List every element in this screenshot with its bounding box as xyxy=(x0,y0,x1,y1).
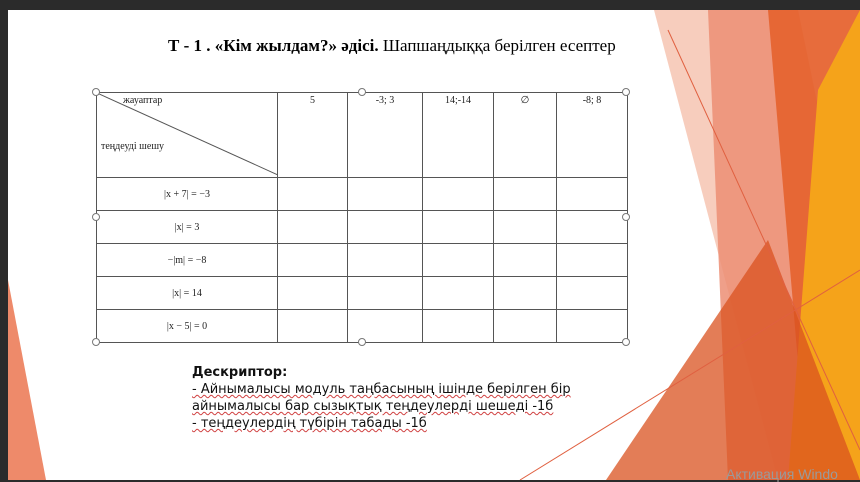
equation-cell: |x| = 14 xyxy=(97,277,278,310)
corner-label-equations: теңдеуді шешу xyxy=(101,141,165,152)
table-row xyxy=(97,178,628,211)
table-cell[interactable] xyxy=(423,277,494,310)
windows-activation-watermark: Активация Windo xyxy=(726,466,838,482)
equation-cell: −|m| = −8 xyxy=(97,244,278,277)
table-cell[interactable] xyxy=(557,277,628,310)
answer-header: 5 xyxy=(278,93,348,178)
deco-left-triangle xyxy=(8,280,46,480)
resize-handle-bottom-left[interactable] xyxy=(92,338,100,346)
table-cell[interactable] xyxy=(557,211,628,244)
table-cell[interactable] xyxy=(423,310,494,343)
resize-handle-bottom-right[interactable] xyxy=(622,338,630,346)
descriptor-line: айнымалысы бар сызықтық теңдеулерді шешеді -1б xyxy=(192,399,554,414)
resize-handle-middle-right[interactable] xyxy=(622,213,630,221)
resize-handle-top-left[interactable] xyxy=(92,88,100,96)
presentation-slide xyxy=(8,10,860,480)
slide-title xyxy=(168,36,616,56)
table-cell[interactable] xyxy=(278,211,348,244)
table-cell[interactable] xyxy=(423,211,494,244)
descriptor-line: - теңдеулердің түбірін табады -1б xyxy=(192,416,427,431)
descriptor-line: - Айнымалысы модуль таңбасының ішінде берілген бір xyxy=(192,382,571,397)
table-cell[interactable] xyxy=(557,178,628,211)
equation-cell: |x − 5| = 0 xyxy=(97,310,278,343)
table-cell[interactable] xyxy=(348,211,423,244)
table-cell[interactable] xyxy=(423,244,494,277)
answers-table[interactable] xyxy=(96,92,628,343)
corner-label-answers: жауаптар xyxy=(123,95,163,106)
table-cell[interactable] xyxy=(557,310,628,343)
table-cell[interactable] xyxy=(278,244,348,277)
table-row xyxy=(97,277,628,310)
table-cell[interactable] xyxy=(494,310,557,343)
equation-cell: |x| = 3 xyxy=(97,211,278,244)
table-cell[interactable] xyxy=(278,178,348,211)
equation-cell: |x + 7| = −3 xyxy=(97,178,278,211)
table-cell[interactable] xyxy=(348,310,423,343)
table-cell[interactable] xyxy=(348,178,423,211)
table-cell[interactable] xyxy=(494,211,557,244)
resize-handle-bottom-center[interactable] xyxy=(358,338,366,346)
title-bold: Т - 1 . «Кім жылдам?» әдісі. xyxy=(168,36,379,55)
resize-handle-top-right[interactable] xyxy=(622,88,630,96)
answer-header: -8; 8 xyxy=(557,93,628,178)
table-cell[interactable] xyxy=(557,244,628,277)
table-cell[interactable] xyxy=(423,178,494,211)
table-cell[interactable] xyxy=(348,244,423,277)
answer-header: -3; 3 xyxy=(348,93,423,178)
table-cell[interactable] xyxy=(278,310,348,343)
table-cell[interactable] xyxy=(494,277,557,310)
table-cell[interactable] xyxy=(494,178,557,211)
title-rest: Шапшаңдыққа берілген есептер xyxy=(378,36,616,55)
descriptor-block xyxy=(192,364,571,432)
table-cell[interactable] xyxy=(494,244,557,277)
resize-handle-top-center[interactable] xyxy=(358,88,366,96)
answer-header: ∅ xyxy=(494,93,557,178)
table-header-row xyxy=(97,93,628,178)
table-row xyxy=(97,211,628,244)
table-cell[interactable] xyxy=(278,277,348,310)
table-row xyxy=(97,244,628,277)
corner-cell xyxy=(97,93,278,178)
resize-handle-middle-left[interactable] xyxy=(92,213,100,221)
answer-header: 14;-14 xyxy=(423,93,494,178)
descriptor-heading: Дескриптор: xyxy=(192,365,288,380)
table-cell[interactable] xyxy=(348,277,423,310)
